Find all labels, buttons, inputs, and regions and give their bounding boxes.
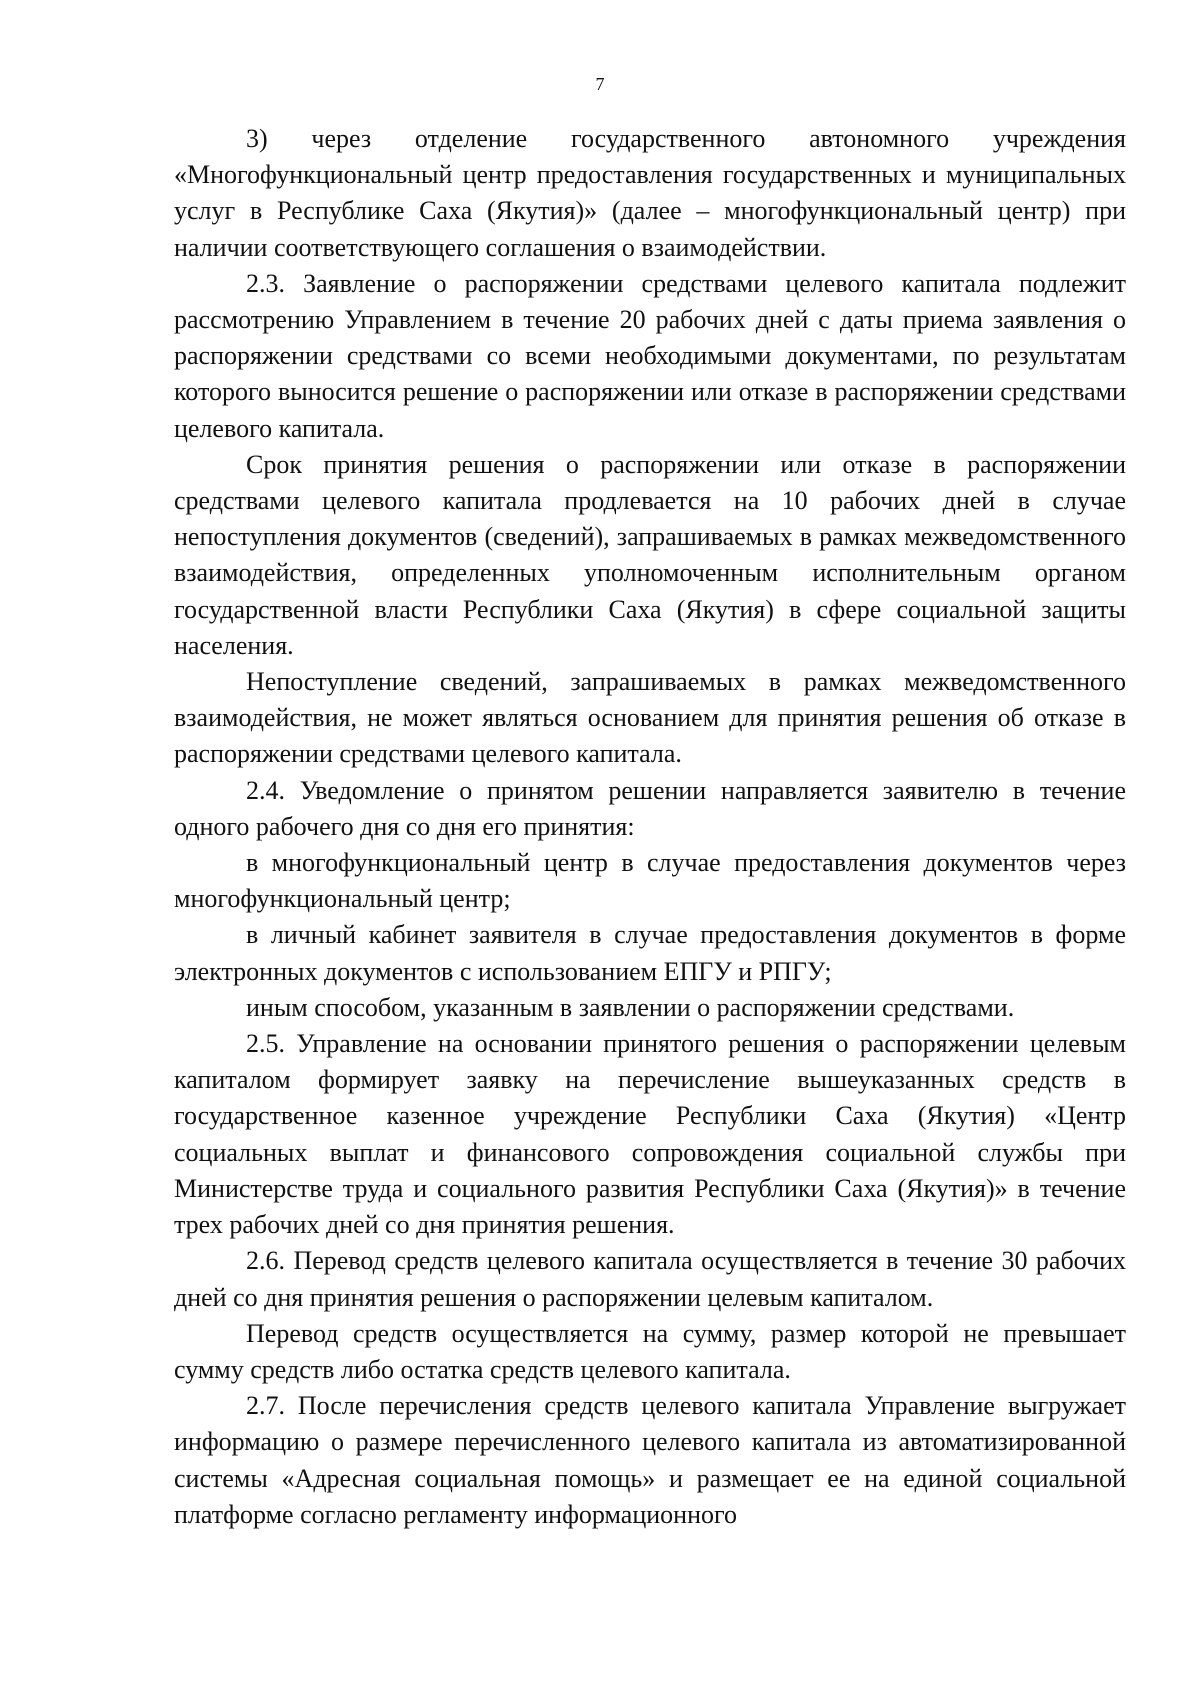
paragraph-item-3-mfc: 3) через отделение государственного автономного учреждения «Многофункциональный центр предоставления государственных и муниципальных услуг в Республике Саха (Якутия)» (далее – многофункциональный центр) при наличии соответствующего соглашения о взаимодействии. — [174, 124, 1126, 262]
page-number: 7 — [595, 74, 605, 94]
paragraph-2-7: 2.7. После перечисления средств целевого капитала Управление выгружает информацию о размере перечисленного целевого капитала из автоматизированной системы «Адресная социальная помощь» и размещает ее на единой социальной платформе согласно регламенту информационного — [174, 1391, 1126, 1529]
paragraph-2-4: 2.4. Уведомление о принятом решении направляется заявителю в течение одного рабочего дня со дня его принятия: — [174, 775, 1126, 841]
paragraph-2-3: 2.3. Заявление о распоряжении средствами целевого капитала подлежит рассмотрению Управлением в течение 20 рабочих дней с даты приема заявления о распоряжении средствами со всеми необходимыми документами, по результатам которого выносится решение о распоряжении или отказе в распоряжении средствами целевого капитала. — [174, 268, 1126, 443]
paragraph-2-5: 2.5. Управление на основании принятого решения о распоряжении целевым капиталом формирует заявку на перечисление вышеуказанных средств в государственное казенное учреждение Республики Саха (Якутия) «Центр социальных выплат и финансового сопровождения социальной службы при Министерстве труда и социального развития Республики Саха (Якутия)» в течение трех рабочих дней со дня принятия решения. — [174, 1029, 1126, 1240]
paragraph-notify-cabinet: в личный кабинет заявителя в случае предоставления документов в форме электронных документов с использованием ЕПГУ и РПГУ; — [174, 920, 1126, 986]
paragraph-notify-other: иным способом, указанным в заявлении о распоряжении средствами. — [246, 992, 1015, 1022]
paragraph-decision-term: Срок принятия решения о распоряжении или отказе в распоряжении средствами целевого капитала продлевается на 10 рабочих дней в случае непоступления документов (сведений), запрашиваемых в рамках межведомственного взаимодействия, определенных уполномоченным исполнительным органом государственной власти Республики Саха (Якутия) в сфере социальной защиты населения. — [174, 449, 1126, 660]
paragraph-non-receipt: Непоступление сведений, запрашиваемых в рамках межведомственного взаимодействия, не может являться основанием для принятия решения об отказе в распоряжении средствами целевого капитала. — [174, 667, 1126, 769]
paragraph-transfer-amount: Перевод средств осуществляется на сумму, размер которой не превышает сумму средств либо остатка средств целевого капитала. — [174, 1318, 1126, 1384]
paragraph-2-6: 2.6. Перевод средств целевого капитала осуществляется в течение 30 рабочих дней со дня принятия решения о распоряжении целевым капиталом. — [174, 1246, 1126, 1312]
document-body — [174, 121, 1126, 1533]
paragraph-notify-mfc: в многофункциональный центр в случае предоставления документов через многофункциональный центр; — [174, 848, 1126, 914]
